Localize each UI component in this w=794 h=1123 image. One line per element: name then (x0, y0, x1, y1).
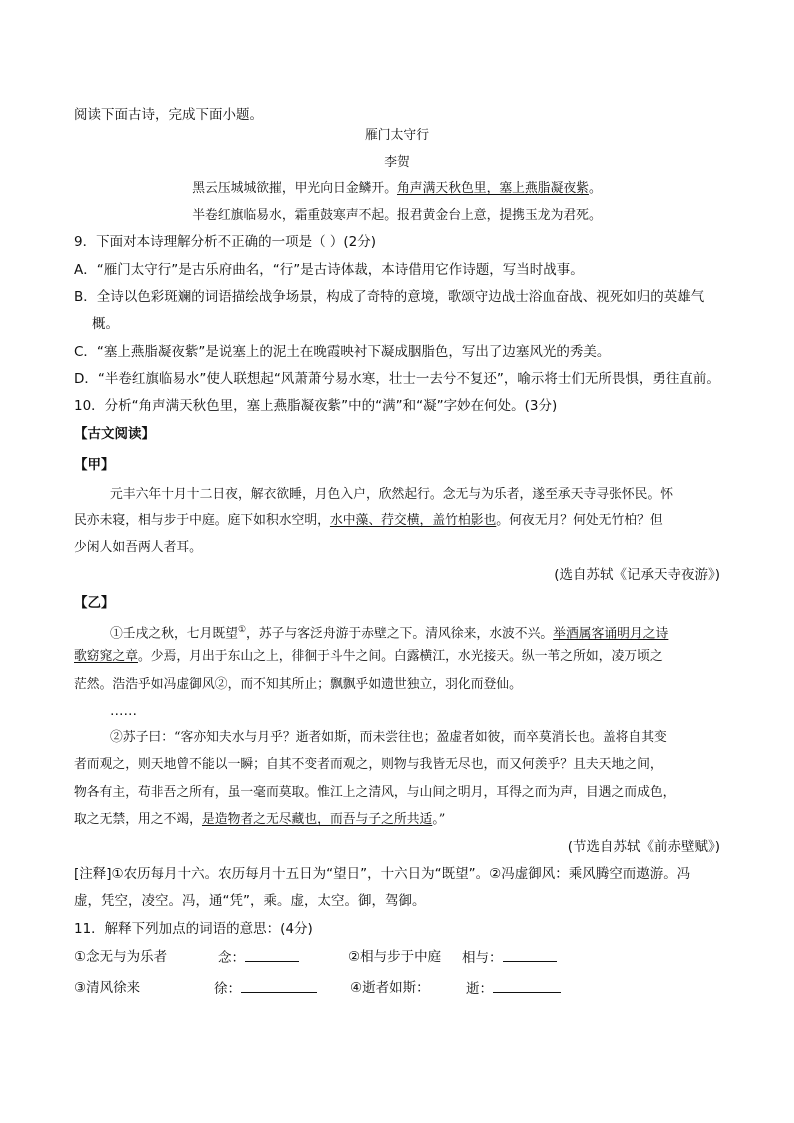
passage-jia-line-2-c: 。何夜无月？何处无竹柏？但 (496, 513, 663, 528)
poem-line-1-end: 。 (588, 181, 602, 196)
passage-yi-p2-line-3: 物各有主，苟非吾之所有，虽一毫而莫取。惟江上之清风，与山间之明月，耳得之而为声，目遇之而成色， (74, 785, 676, 800)
passage-yi-p1-line-1 (110, 621, 668, 643)
section-title: 【古文阅读】 (74, 426, 155, 442)
passage-yi-p2-line-4-a: 取之无禁，用之不竭， (74, 812, 202, 827)
footnote-marker-1: ① (237, 625, 247, 635)
poem-title: 雁门太守行 (365, 128, 429, 143)
question-11-item-1: ①念无与为乐者 (74, 949, 168, 965)
annotation-line-1: [注释]①农历每月十六。农历每月十五日为“望日”，十六日为“既望”。②冯虚御风：乘风腾空而遨游。冯 (74, 866, 691, 882)
question-11-item-4-word: 逝： (466, 981, 493, 997)
passage-jia-line-2-a: 民亦未寝，相与步于中庭。庭下如积水空明， (74, 513, 330, 528)
passage-yi-p2-line-4 (74, 811, 445, 829)
passage-yi-ellipsis: …… (110, 703, 137, 719)
question-9-option-a: A．“雁门太守行”是古乐府曲名，“行”是古诗体裁，本诗借用它作诗题，写当时战事。 (74, 262, 584, 278)
question-11-item-3-word: 徐： (214, 981, 241, 997)
intro-text: 阅读下面古诗，完成下面小题。 (74, 107, 263, 123)
passage-jia-line-2 (74, 512, 663, 530)
question-9-option-b: B．全诗以色彩斑斓的词语描绘战争场景，构成了奇特的意境，歌颂守边战士浴血奋战、视死如归的英雄气 (74, 289, 705, 305)
passage-yi-p2-line-2: 者而观之，则天地曾不能以一瞬；自其不变者而观之，则物与我皆无尽也，而又何羡乎？且夫天地之间， (74, 757, 663, 772)
poem-author: 李贺 (384, 155, 410, 170)
question-11-item-3: ③清风徐来 (74, 980, 141, 996)
poem-line-1-part-a: 黑云压城城欲摧，甲光向日金鳞开。 (192, 181, 397, 196)
passage-jia-line-1: 元丰六年十月十二日夜，解衣欲睡，月色入户，欣然起行。念无与为乐者，遂至承天寺寻张怀民。怀 (110, 487, 674, 502)
question-9-stem: 9．下面对本诗理解分析不正确的一项是（ ）(2分) (74, 234, 377, 250)
question-11-item-4: ④逝者如斯： (350, 980, 430, 996)
passage-yi-p1-line-2-b: 。少焉，月出于东山之上，徘徊于斗牛之间。白露横江，水光接天。纵一苇之所如，凌万顷之 (137, 649, 663, 664)
question-11-item-2-answer (462, 948, 557, 967)
question-11-item-2-word: 相与： (462, 950, 503, 966)
passage-jia-line-3: 少闲人如吾两人者耳。 (74, 540, 202, 555)
question-11-item-4-answer (466, 979, 561, 998)
answer-blank-3[interactable] (241, 979, 317, 993)
answer-blank-2[interactable] (503, 948, 557, 962)
passage-yi-label: 【乙】 (74, 595, 115, 611)
passage-yi-p1-line-1-a: ①壬戌之秋，七月既望 (110, 626, 238, 642)
question-11-item-1-word: 念： (218, 950, 245, 966)
poem-line-1 (0, 180, 794, 198)
passage-jia-source: (选自苏轼《记承天寺夜游》) (554, 567, 720, 583)
question-10: 10．分析“角声满天秋色里，塞上燕脂凝夜紫”中的“满”和“凝”字妙在何处。(3分) (74, 398, 558, 414)
passage-yi-underlined-1: 举酒属客诵明月之诗 (553, 626, 669, 642)
question-9-option-b-cont: 概。 (92, 316, 119, 332)
passage-yi-p2-line-4-c: 。” (432, 812, 446, 827)
passage-yi-underlined-1-cont: 歌窈窕之章 (74, 649, 138, 664)
passage-jia-underlined: 水中藻、荇交横，盖竹柏影也 (329, 513, 497, 528)
answer-blank-4[interactable] (493, 979, 561, 993)
passage-yi-source: (节选自苏轼《前赤壁赋》) (567, 839, 720, 855)
passage-yi-underlined-2: 是造物者之无尽藏也，而吾与子之所共适 (201, 812, 433, 827)
question-9-option-d: D．“半卷红旗临易水”使人联想起“风萧萧兮易水寒，壮士一去兮不复还”，喻示将士们无所畏惧，勇往直前。 (74, 371, 720, 387)
passage-jia-label: 【甲】 (74, 457, 115, 473)
passage-yi-p1-line-2 (74, 648, 663, 666)
question-11-item-1-answer (218, 948, 299, 967)
question-11-item-3-answer (214, 979, 317, 998)
passage-yi-p1-line-1-b: ，苏子与客泛舟游于赤壁之下。清风徐来，水波不兴。 (246, 626, 554, 642)
question-11-stem: 11．解释下列加点的词语的意思：(4分) (74, 921, 313, 937)
annotation-line-2: 虚，凭空，凌空。冯，通“凭”，乘。虚，太空。御，驾御。 (74, 893, 426, 909)
poem-line-2: 半卷红旗临易水，霜重鼓寒声不起。报君黄金台上意，提携玉龙为君死。 (192, 208, 602, 223)
answer-blank-1[interactable] (245, 948, 299, 962)
passage-yi-p2-line-1: ②苏子曰：“客亦知夫水与月乎？逝者如斯，而未尝往也；盈虚者如彼，而卒莫消长也。盖将自其变 (110, 730, 667, 745)
question-9-option-c: C．“塞上燕脂凝夜紫”是说塞上的泥土在晚霞映衬下凝成胭脂色，写出了边塞风光的秀美。 (74, 344, 611, 360)
poem-line-1-underlined: 角声满天秋色里，塞上燕脂凝夜紫 (397, 181, 589, 196)
passage-yi-p1-line-3: 茫然。浩浩乎如冯虚御风②，而不知其所止；飘飘乎如遗世独立，羽化而登仙。 (74, 677, 522, 692)
question-11-item-2: ②相与步于中庭 (348, 949, 442, 965)
